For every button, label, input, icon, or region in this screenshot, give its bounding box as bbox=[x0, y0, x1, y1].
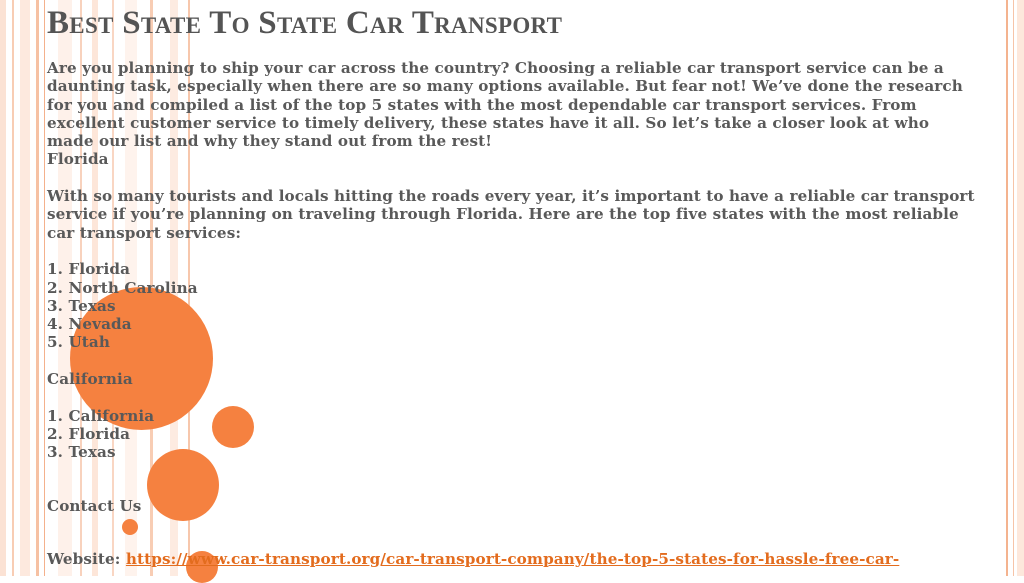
list-item: 1. California bbox=[47, 406, 155, 425]
list-item: 3. Texas bbox=[47, 296, 116, 315]
list-item: 5. Utah bbox=[47, 333, 110, 352]
slide-content bbox=[47, 4, 977, 568]
section-heading-california: California bbox=[47, 370, 133, 389]
florida-paragraph: With so many tourists and locals hitting the roads every year, it’s important to have a reliable car transport service if you’re planning on traveling through Florida. Here are the top five states with the most reliable car transport services: bbox=[47, 187, 975, 242]
website-line bbox=[47, 550, 977, 568]
website-link[interactable]: https://www.car-transport.org/car-transport-company/the-top-5-states-for-hassle-free-car- bbox=[125, 549, 900, 568]
list-item: 4. Nevada bbox=[47, 315, 132, 334]
list-item: 3. Texas bbox=[47, 443, 116, 462]
right-border-band bbox=[1017, 0, 1024, 576]
section-heading-florida: Florida bbox=[47, 150, 109, 169]
body-text bbox=[47, 59, 977, 568]
page-title: Best State To State Car Transport bbox=[47, 5, 563, 41]
list-item: 2. Florida bbox=[47, 424, 131, 443]
list-item: 2. North Carolina bbox=[47, 278, 198, 297]
intro-paragraph: Are you planning to ship your car across the country? Choosing a reliable car transport service can be a daunting task, especially when there are so many options available. But fear not! We’ve done the research for you and compiled a list of the top 5 states with the most dependable car transport services. From excellent customer service to timely delivery, these states have it all. So let’s take a closer look at who made our list and why they stand out from the rest! bbox=[47, 59, 963, 151]
website-label: Website: bbox=[47, 549, 121, 568]
right-border-line bbox=[1013, 0, 1014, 576]
right-border-line bbox=[1006, 0, 1008, 576]
contact-heading: Contact Us bbox=[47, 496, 142, 515]
list-item: 1. Florida bbox=[47, 260, 131, 279]
